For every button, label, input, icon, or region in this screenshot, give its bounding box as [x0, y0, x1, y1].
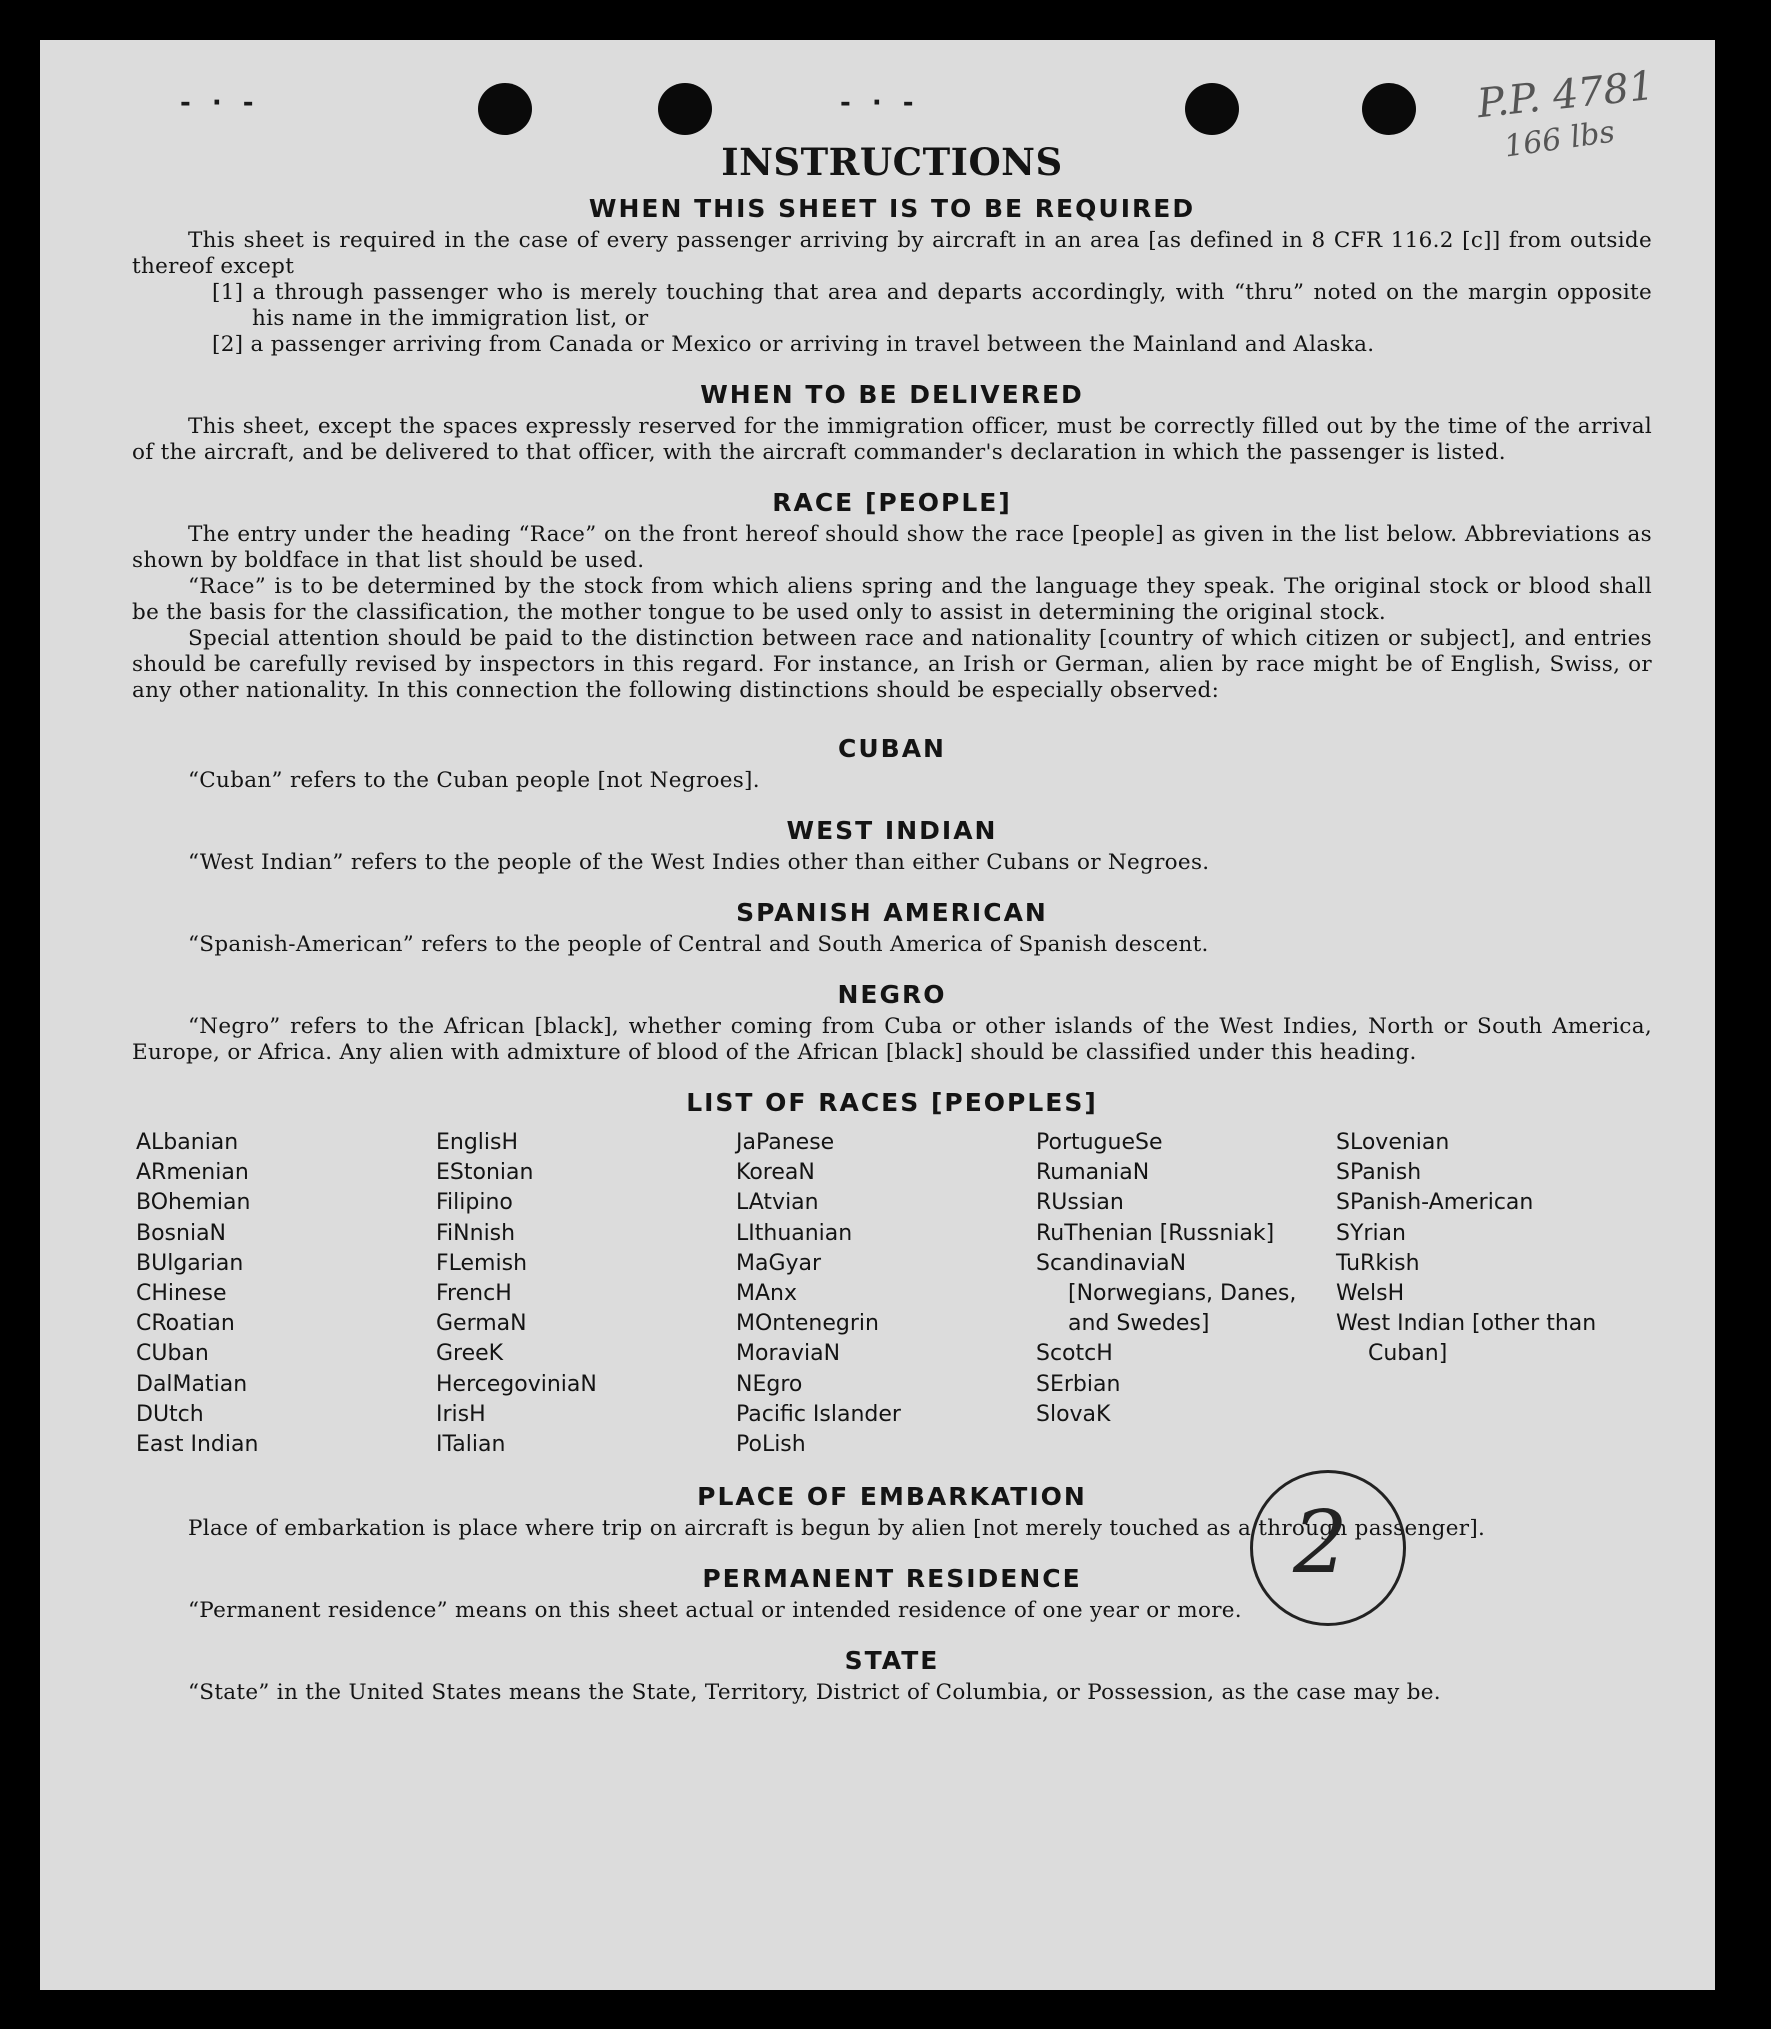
race-entry: MoraviaN — [736, 1341, 841, 1367]
race-entry: MOntenegrin — [736, 1311, 879, 1337]
race-paragraph-2: “Race” is to be determined by the stock from which aliens spring and the language they speak. The original stock or blood shall be the basis for the classification, the mother tongue to be used only to assist in determining the original stock. — [132, 574, 1652, 625]
west-indian-text: “West Indian” refers to the people of the West Indies other than either Cubans or Negroes. — [188, 850, 1210, 875]
race-entry: SlovaK — [1036, 1401, 1111, 1427]
heading-permanent-residence: PERMANENT RESIDENCE — [702, 1564, 1082, 1594]
page-title: INSTRUCTIONS — [721, 140, 1063, 184]
race-entry: HercegoviniaN — [436, 1371, 597, 1397]
race-entry: Filipino — [436, 1190, 513, 1216]
race-column — [436, 1128, 736, 1460]
race-entry: LIthuanian — [736, 1220, 853, 1246]
race-entry: ALbanian — [136, 1130, 239, 1155]
race-entry: BUlgarian — [136, 1250, 244, 1276]
heading-spanish-american: SPANISH AMERICAN — [736, 898, 1048, 927]
race-entry: ARmenian — [136, 1160, 249, 1186]
race-entry: DalMatian — [136, 1371, 248, 1397]
annotation-line2: 166 lbs — [1502, 114, 1617, 165]
race-column — [136, 1128, 436, 1460]
annotation-line1: P.P. 4781 — [1475, 62, 1657, 128]
race-entry: EnglisH — [436, 1130, 519, 1155]
race-entry: DUtch — [136, 1401, 204, 1427]
permanent-residence-text: “Permanent residence” means on this sheet actual or intended residence of one year or more. — [188, 1598, 1242, 1624]
race-entry: MAnx — [736, 1281, 797, 1307]
race-entry: SErbian — [1036, 1371, 1121, 1397]
race-entry: JaPanese — [736, 1130, 835, 1155]
race-entry: LAtvian — [736, 1190, 819, 1216]
embarkation-text: Place of embarkation is place where trip on aircraft is begun by alien [not merely touched as a through passenger]. — [188, 1516, 1486, 1542]
when-required-item-1: [1] a through passenger who is merely touching that area and departs accordingly, with “thru” noted on the margin opposite his name in the immigration list, or — [212, 280, 1652, 331]
race-entry: SYrian — [1336, 1220, 1406, 1246]
instructions-body — [132, 140, 1652, 1706]
race-entry: TuRkish — [1336, 1250, 1420, 1276]
heading-state: STATE — [844, 1646, 940, 1676]
heading-race: RACE [PEOPLE] — [772, 488, 1012, 517]
race-entry: BOhemian — [136, 1190, 251, 1216]
race-entry: KoreaN — [736, 1160, 815, 1186]
race-entry: EStonian — [436, 1160, 534, 1186]
spanish-american-text: “Spanish-American” refers to the people of Central and South America of Spanish descent. — [188, 932, 1209, 957]
heading-cuban: CUBAN — [838, 734, 946, 763]
race-paragraph-1: The entry under the heading “Race” on the front hereof should show the race [people] as given in the list below. Abbreviations as shown by boldface in that list should be used. — [132, 522, 1652, 573]
heading-embarkation: PLACE OF EMBARKATION — [697, 1482, 1087, 1512]
race-entry: CUban — [136, 1341, 209, 1367]
race-column — [1336, 1128, 1636, 1460]
race-entry: RUssian — [1036, 1190, 1124, 1216]
heading-west-indian: WEST INDIAN — [786, 816, 998, 845]
race-entry: West Indian [other than Cuban] — [1336, 1311, 1597, 1367]
race-entry: GermaN — [436, 1311, 527, 1337]
circled-mark-number: 2 — [1293, 1493, 1348, 1593]
race-entry: BosniaN — [136, 1220, 227, 1246]
race-entry: RumaniaN — [1036, 1160, 1150, 1186]
race-entry: WelsH — [1336, 1281, 1405, 1307]
state-text: “State” in the United States means the State, Territory, District of Columbia, or Possession, as the case may be. — [188, 1680, 1441, 1706]
circled-mark — [1250, 1470, 1406, 1626]
punch-hole — [1185, 83, 1239, 135]
race-entry: IrisH — [436, 1401, 486, 1427]
when-delivered-text: This sheet, except the spaces expressly reserved for the immigration officer, must be correctly filled out by the time of the arrival of the aircraft, and be delivered to that officer, with the aircraft commander's declaration in which the passenger is listed. — [132, 414, 1652, 465]
race-entry: FiNnish — [436, 1220, 516, 1246]
race-entry: RuThenian [Russniak] — [1036, 1220, 1275, 1246]
race-entry: East Indian — [136, 1432, 259, 1458]
punch-hole — [1362, 83, 1416, 135]
mark: - · - — [180, 88, 260, 118]
heading-when-delivered: WHEN TO BE DELIVERED — [700, 380, 1084, 409]
race-entry: NEgro — [736, 1371, 803, 1397]
negro-text: “Negro” refers to the African [black], whether coming from Cuba or other islands of the West Indies, North or South America, Europe, or Africa. Any alien with admixture of blood of the African [black] should be classified under this heading. — [132, 1014, 1652, 1065]
race-list — [136, 1128, 1652, 1460]
race-paragraph-3: Special attention should be paid to the distinction between race and nationality [country of which citizen or subject], and entries should be carefully revised by inspectors in this regard. For instance, an Irish or German, alien by race might be of English, Swiss, or any other nationality. In this connection the following distinctions should be especially observed: — [132, 626, 1652, 703]
race-entry: SPanish-American — [1336, 1190, 1534, 1216]
race-entry: CRoatian — [136, 1311, 235, 1337]
race-entry: ScandinaviaN [Norwegians, Danes, and Swedes] — [1036, 1250, 1297, 1337]
race-entry: FrencH — [436, 1281, 512, 1307]
heading-list-of-races: LIST OF RACES [PEOPLES] — [686, 1088, 1098, 1117]
race-entry: FLemish — [436, 1250, 528, 1276]
race-entry: SPanish — [1336, 1160, 1422, 1186]
race-entry: Pacific Islander — [736, 1401, 901, 1427]
punch-hole — [478, 83, 532, 135]
when-required-item-2: [2] a passenger arriving from Canada or Mexico or arriving in travel between the Mainland and Alaska. — [212, 332, 1375, 357]
race-entry: PortugueSe — [1036, 1130, 1163, 1155]
race-entry: SLovenian — [1336, 1130, 1450, 1155]
mark: - · - — [840, 88, 920, 118]
heading-negro: NEGRO — [837, 980, 947, 1009]
race-entry: CHinese — [136, 1281, 227, 1307]
race-entry: MaGyar — [736, 1250, 822, 1276]
when-required-intro: This sheet is required in the case of every passenger arriving by aircraft in an area [as defined in 8 CFR 116.2 [c]] from outside thereof except — [132, 228, 1652, 279]
race-entry: ITalian — [436, 1432, 506, 1458]
race-column — [736, 1128, 1036, 1460]
punch-hole — [658, 83, 712, 135]
race-entry: ScotcH — [1036, 1341, 1113, 1367]
race-column — [1036, 1128, 1336, 1460]
heading-when-required: WHEN THIS SHEET IS TO BE REQUIRED — [588, 194, 1196, 223]
race-entry: PoLish — [736, 1432, 806, 1458]
race-entry: GreeK — [436, 1341, 504, 1367]
cuban-text: “Cuban” refers to the Cuban people [not Negroes]. — [188, 768, 760, 793]
document-page — [40, 40, 1715, 1990]
